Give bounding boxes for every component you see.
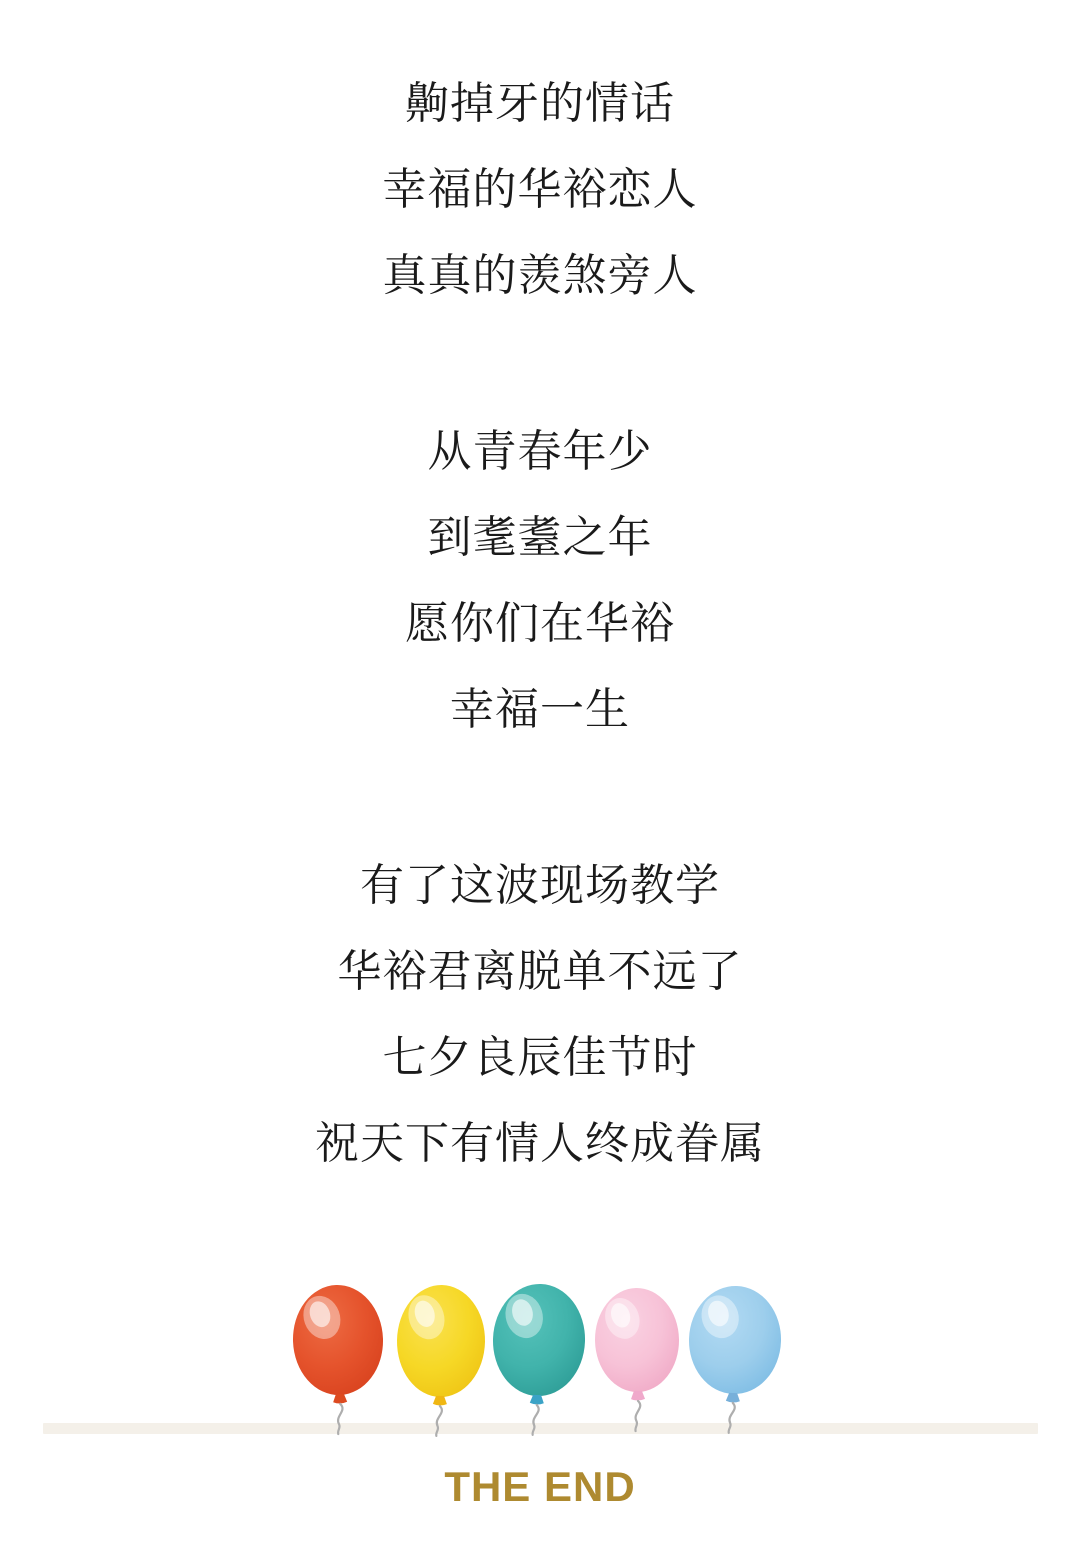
divider-strip [43, 1423, 1038, 1434]
footer [0, 1463, 1080, 1510]
stanza-1 [0, 0, 1080, 319]
balloons-illustration [0, 1283, 1080, 1423]
poem-line: 齁掉牙的情话 [405, 79, 675, 128]
poem-line: 幸福的华裕恋人 [382, 165, 698, 214]
the-end-label: THE END [444, 1463, 636, 1510]
poem-line: 有了这波现场教学 [360, 861, 720, 910]
poem-line: 祝天下有情人终成眷属 [315, 1119, 765, 1168]
poem-line: 华裕君离脱单不远了 [337, 947, 743, 996]
balloons-icon [293, 1283, 787, 1423]
poem-line: 真真的羡煞旁人 [382, 251, 698, 300]
poem-line: 愿你们在华裕 [405, 599, 675, 648]
stanza-3 [0, 843, 1080, 1187]
stanza-2 [0, 409, 1080, 753]
poem-line: 七夕良辰佳节时 [382, 1033, 698, 1082]
poem-line: 幸福一生 [450, 685, 630, 734]
poem-line: 从青春年少 [427, 427, 653, 476]
poem-line: 到耄耋之年 [427, 513, 653, 562]
